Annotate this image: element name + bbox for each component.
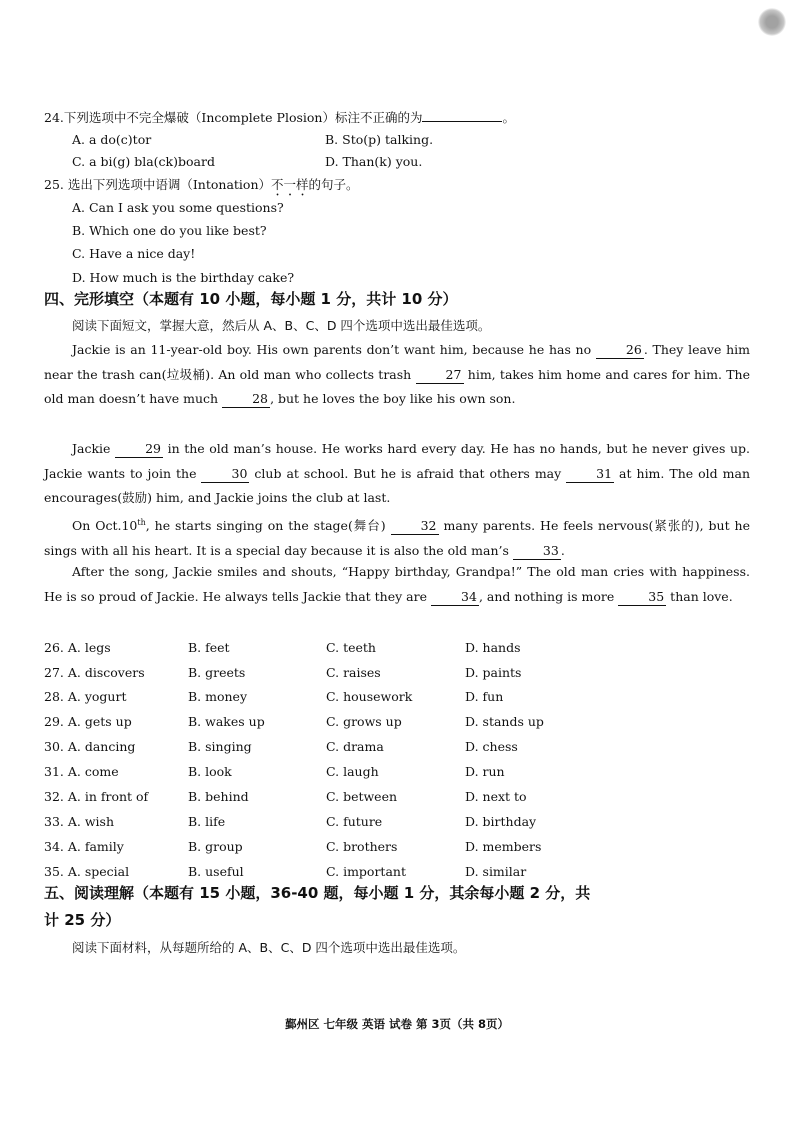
option-25d: D. How much is the birthday cake? bbox=[72, 270, 295, 285]
emphasis-text: 不一样 bbox=[271, 177, 309, 192]
choice-b: B. look bbox=[188, 764, 232, 779]
cloze-blank-29: 29 bbox=[115, 441, 163, 458]
choice-a: 26. A. legs bbox=[44, 640, 111, 655]
choice-row-30 bbox=[44, 739, 584, 763]
superscript-th: th bbox=[137, 518, 146, 527]
option-25c: C. Have a nice day! bbox=[72, 246, 196, 261]
choice-row-33 bbox=[44, 814, 584, 838]
choice-a: 27. A. discovers bbox=[44, 665, 145, 680]
question-25-stem bbox=[44, 177, 359, 199]
choice-a: 33. A. wish bbox=[44, 814, 114, 829]
passage-text: On Oct.10 bbox=[72, 518, 138, 534]
choice-a: 29. A. gets up bbox=[44, 714, 132, 729]
choice-d: D. similar bbox=[465, 864, 527, 879]
question-25-text-end: 的句子。 bbox=[308, 177, 359, 192]
cloze-blank-32: 32 bbox=[391, 518, 439, 535]
choice-c: C. laugh bbox=[326, 764, 379, 779]
choice-d: D. stands up bbox=[465, 714, 544, 729]
question-24-stem bbox=[44, 109, 515, 126]
option-24b: B. Sto(p) talking. bbox=[325, 132, 434, 147]
option-25a: A. Can I ask you some questions? bbox=[72, 200, 284, 215]
choice-d: D. fun bbox=[465, 689, 504, 704]
passage-text: , and nothing is more bbox=[478, 588, 619, 604]
page-footer: 鄞州区 七年级 英语 试卷 第 3页（共 8页） bbox=[284, 1017, 510, 1031]
cloze-blank-27: 27 bbox=[416, 367, 464, 384]
passage-text: him, takes him home and cares for him. The old man doesn’t have much bbox=[44, 366, 750, 406]
choice-b: B. wakes up bbox=[188, 714, 265, 729]
choice-c: C. between bbox=[326, 789, 398, 804]
passage-paragraph-4 bbox=[44, 560, 750, 609]
question-24-text: 24.下列选项中不完全爆破（Incomplete Plosion）标注不正确的为 bbox=[44, 110, 423, 125]
choice-d: D. chess bbox=[465, 739, 518, 754]
choice-c: C. drama bbox=[326, 739, 384, 754]
passage-text: , he starts singing on the stage(舞台) bbox=[145, 518, 391, 534]
passage-text: club at school. But he is afraid that others may bbox=[249, 465, 567, 481]
choice-c: C. teeth bbox=[326, 640, 376, 655]
question-25-text: 25. 选出下列选项中语调（Intonation） bbox=[44, 177, 271, 192]
choice-d: D. run bbox=[465, 764, 505, 779]
choice-b: B. behind bbox=[188, 789, 249, 804]
choice-d: D. hands bbox=[465, 640, 521, 655]
cloze-blank-31: 31 bbox=[566, 466, 614, 483]
passage-paragraph-1 bbox=[44, 338, 750, 412]
choice-d: D. paints bbox=[465, 665, 522, 680]
cloze-blank-26: 26 bbox=[596, 342, 644, 359]
choice-row-29 bbox=[44, 714, 584, 738]
choice-a: 28. A. yogurt bbox=[44, 689, 127, 704]
passage-text: at him. The old man encourages(鼓励) him, and Jackie joins the club at last. bbox=[44, 465, 750, 505]
choice-a: 31. A. come bbox=[44, 764, 119, 779]
option-24c: C. a bi(g) bla(ck)board bbox=[72, 154, 215, 169]
cloze-blank-35: 35 bbox=[618, 589, 666, 606]
choice-b: B. feet bbox=[188, 640, 230, 655]
section-5-instruction: 阅读下面材料，从每题所给的 A、B、C、D 四个选项中选出最佳选项。 bbox=[72, 940, 466, 955]
passage-text: Jackie bbox=[72, 441, 116, 456]
passage-text: many parents. He feels nervous(紧张的), but he sings with all his heart. It is a special day because it is also the old man’s bbox=[44, 518, 750, 558]
choice-a: 34. A. family bbox=[44, 839, 124, 854]
choice-d: D. next to bbox=[465, 789, 527, 804]
choice-b: B. singing bbox=[188, 739, 252, 754]
passage-text: , but he loves the boy like his own son. bbox=[270, 391, 516, 406]
option-25b: B. Which one do you like best? bbox=[72, 223, 267, 238]
choice-row-27 bbox=[44, 665, 584, 689]
choice-b: B. life bbox=[188, 814, 226, 829]
passage-text: . bbox=[560, 542, 565, 558]
choice-c: C. future bbox=[326, 814, 383, 829]
choice-row-31 bbox=[44, 764, 584, 788]
choice-b: B. greets bbox=[188, 665, 246, 680]
cloze-blank-34: 34 bbox=[431, 589, 479, 606]
choice-row-34 bbox=[44, 839, 584, 863]
passage-text: Jackie is an 11-year-old boy. His own parents don’t want him, because he has no bbox=[72, 342, 596, 357]
question-24-end: 。 bbox=[502, 110, 515, 125]
choice-a: 35. A. special bbox=[44, 864, 130, 879]
section-4-title: 四、完形填空（本题有 10 小题，每小题 1 分，共计 10 分） bbox=[44, 290, 458, 308]
passage-paragraph-2 bbox=[44, 437, 750, 511]
passage-text: . They leave him near the trash can(垃圾桶). An old man who collects trash bbox=[44, 342, 750, 382]
answer-blank bbox=[422, 109, 502, 122]
option-24a: A. a do(c)tor bbox=[72, 132, 152, 147]
section-4-instruction: 阅读下面短文，掌握大意，然后从 A、B、C、D 四个选项中选出最佳选项。 bbox=[72, 318, 491, 333]
choice-d: D. members bbox=[465, 839, 542, 854]
choice-row-28 bbox=[44, 689, 584, 713]
choice-c: C. grows up bbox=[326, 714, 402, 729]
choice-b: B. group bbox=[188, 839, 243, 854]
choice-row-26 bbox=[44, 640, 584, 664]
passage-text: in the old man’s house. He works hard every day. He has no hands, but he never gives up. Jackie wants to join the bbox=[44, 441, 750, 481]
cloze-blank-30: 30 bbox=[201, 466, 249, 483]
passage-text: than love. bbox=[666, 588, 733, 604]
passage-text: After the song, Jackie smiles and shouts, “Happy birthday, Grandpa!” The old man cries with happiness. He is so proud of Jackie. He always tells Jackie that they are bbox=[44, 564, 750, 604]
cloze-blank-33: 33 bbox=[513, 543, 561, 560]
choice-c: C. raises bbox=[326, 665, 381, 680]
section-5-title: 五、阅读理解（本题有 15 小题，36-40 题，每小题 1 分，其余每小题 2 分，共 bbox=[44, 884, 591, 902]
choice-b: B. useful bbox=[188, 864, 244, 879]
choice-d: D. birthday bbox=[465, 814, 537, 829]
choice-c: C. brothers bbox=[326, 839, 398, 854]
option-24d: D. Than(k) you. bbox=[325, 154, 423, 169]
choice-c: C. housework bbox=[326, 689, 413, 704]
choice-a: 30. A. dancing bbox=[44, 739, 136, 754]
passage-paragraph-3 bbox=[44, 511, 750, 563]
cloze-blank-28: 28 bbox=[222, 391, 270, 408]
choice-a: 32. A. in front of bbox=[44, 789, 149, 804]
section-5-title-cont: 计 25 分） bbox=[44, 911, 121, 929]
scan-mark-icon bbox=[758, 8, 786, 36]
choice-b: B. money bbox=[188, 689, 248, 704]
choice-c: C. important bbox=[326, 864, 406, 879]
choice-row-32 bbox=[44, 789, 584, 813]
